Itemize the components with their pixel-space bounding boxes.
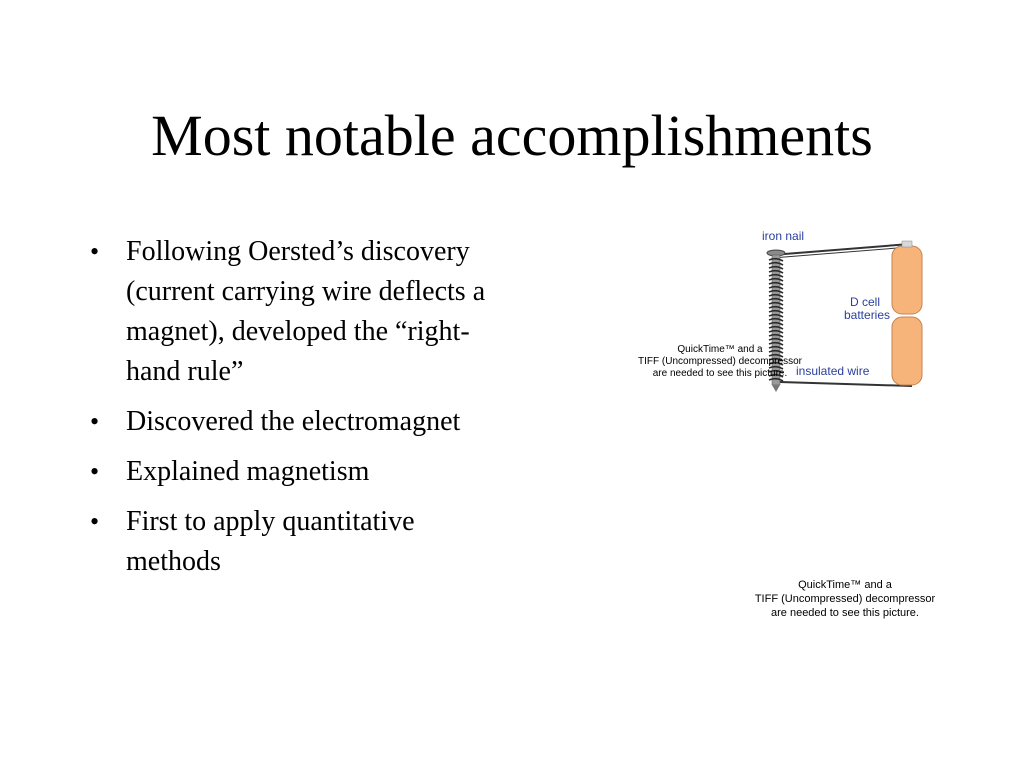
bullet-item [88,452,498,492]
bullet-text: Explained magnetism [126,456,370,487]
placeholder-line: QuickTime™ and a [798,579,892,591]
slide-title: Most notable accomplishments [151,103,873,168]
bullet-list [88,232,498,592]
nail-tip [772,385,780,392]
bottom-wire [780,382,912,386]
placeholder-line: are needed to see this picture. [771,607,919,619]
batteries-label: batteries [844,308,891,322]
bullet-item [88,232,498,392]
placeholder-line: TIFF (Uncompressed) decompressor [754,593,936,605]
quicktime-placeholder [720,578,970,620]
bullet-dot: • [90,237,100,266]
iron-nail-label: iron nail [762,229,805,243]
bullet-text: First to apply quantitative methods [126,506,415,577]
bullet-dot: • [90,507,100,536]
bullet-text: Following Oersted’s discovery (current carrying wire deflects a magnet), developed the “right-hand rule” [126,236,486,387]
d-cell-label: D cell [850,295,881,309]
bullet-dot: • [90,407,100,436]
placeholder-line: QuickTime™ and a [677,344,763,355]
bullet-item [88,502,498,582]
bullet-item [88,402,498,442]
bullet-dot: • [90,457,100,486]
battery-terminal [902,241,912,247]
placeholder-line: are needed to see this picture. [652,368,788,379]
quicktime-placeholder-clipped [600,344,802,384]
battery-top [892,246,922,314]
battery-bottom [892,317,922,385]
placeholder-line: TIFF (Uncompressed) decompressor [638,356,802,367]
top-wire [772,244,910,255]
insulated-wire-label: insulated wire [796,364,870,378]
bullet-text: Discovered the electromagnet [126,406,461,437]
